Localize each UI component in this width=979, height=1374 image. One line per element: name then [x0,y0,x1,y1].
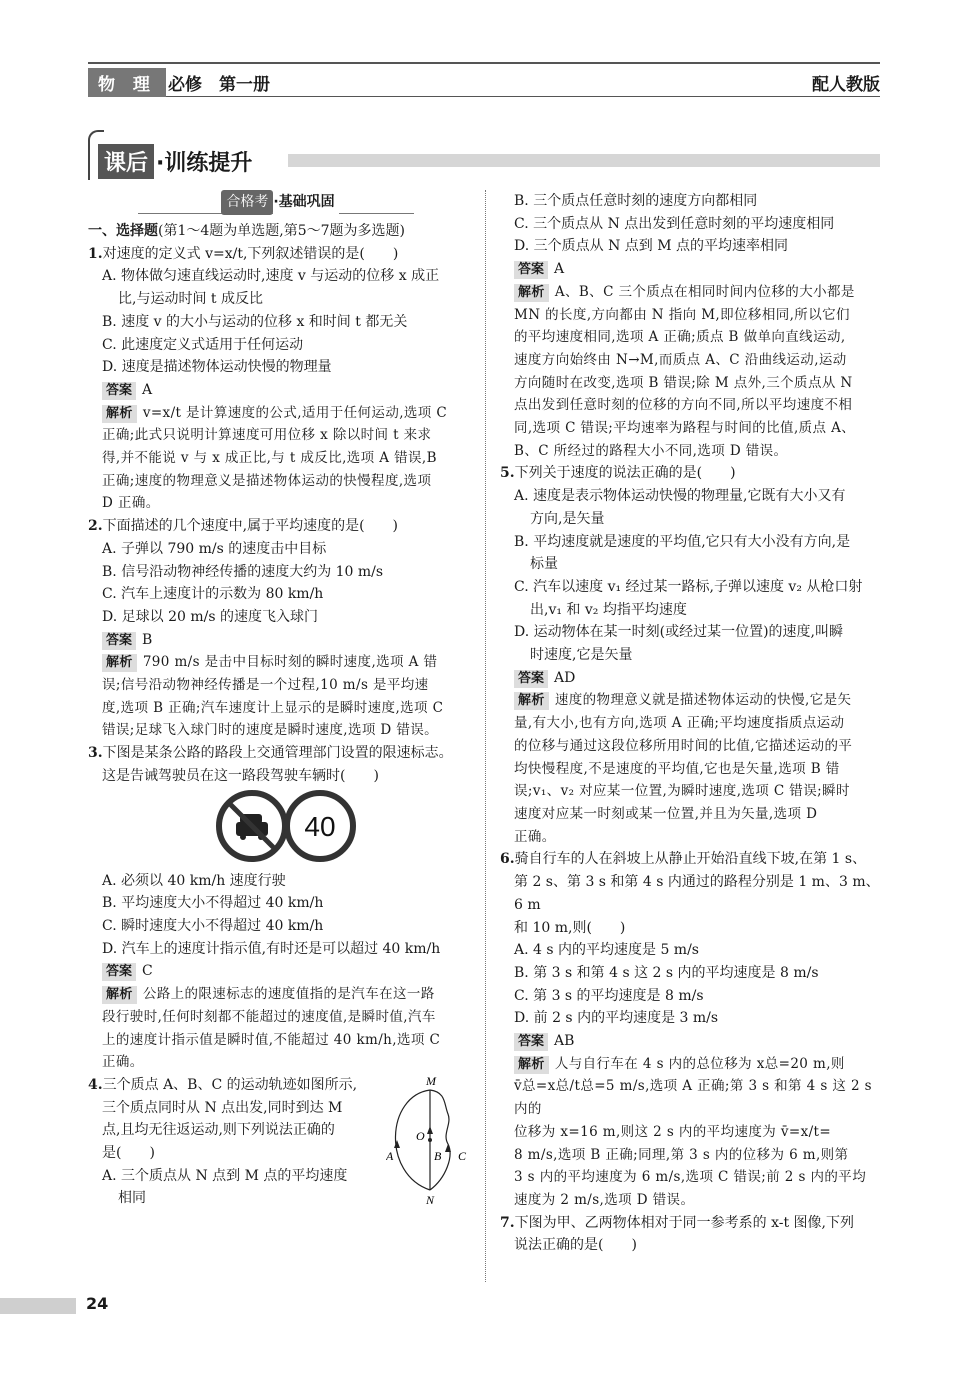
q5-explain-2: 量,有大小,也有方向,选项 A 正确;平均速度指质点运动 [514,715,845,732]
q3-option-c: C. 瞬时速度大小不得超过 40 km/h [102,917,324,934]
q5-explain-1 [500,689,884,712]
q6-answer [500,1030,884,1053]
q6-number: 6. [500,851,515,868]
edition-label: 配人教版 [812,75,880,95]
q3-answer-value: C [142,963,153,980]
q4-stem-text-1: 三个质点 A、B、C 的运动轨迹如图所示, [102,1076,358,1093]
q5-option-b: B. 平均速度就是速度的平均值,它只有大小没有方向,是 [514,533,851,550]
speed-limit-sign [287,793,353,859]
q6-stem-2: 第 2 s、第 3 s 和第 4 s 内通过的路程分别是 1 m、3 m、6 m [514,874,880,913]
q5-answer-value: AD [554,669,576,686]
section-banner [88,130,880,182]
q6-answer-value: AB [554,1033,575,1050]
q4-explain-text-1: A、B、C 三个质点在相同时间内位移的大小都是 [554,283,855,300]
path-b-label: B [434,1148,442,1163]
q2-answer-value: B [142,631,153,648]
q3-number: 3. [88,745,103,762]
explain-tag: 解析 [102,405,137,423]
q4-explain-2: MN 的长度,方向都由 N 指向 M,即位移相同,所以它们 [514,306,850,323]
level-title: ·基础巩固 [273,191,338,214]
trajectory-figure [386,1074,472,1206]
q1-explain-5: D 正确。 [102,495,160,512]
q3-option-a: A. 必须以 40 km/h 速度行驶 [102,872,286,889]
q4-number: 4. [88,1076,103,1093]
q6-explain-3: 位移为 x=16 m,则这 2 s 内的平均速度为 v̄=x/t= [514,1123,832,1140]
q5-number: 5. [500,465,515,482]
q6-stem-text-1: 骑自行车的人在斜坡上从静止开始沿直线下坡,在第 1 s、 [514,851,867,868]
q4-answer [500,258,884,281]
q1-explain-1 [88,402,472,425]
q5-option-b-cont: 标量 [530,556,558,573]
path-a-curve [395,1090,430,1190]
speed-sign-figure [88,788,472,870]
q3-answer [88,960,472,983]
path-c-curve [430,1090,450,1190]
answer-tag: 答案 [102,382,136,400]
q6-explain-2: v̄总=x总/t总=5 m/s,选项 A 正确;第 3 s 和第 4 s 这 2 s 内的 [514,1078,872,1118]
q5-explain-7: 正确。 [514,828,556,845]
path-a-label: A [386,1148,394,1163]
level-heading [88,190,472,216]
q6-explain-5: 3 s 内的平均速度为 6 m/s,选项 C 错误;前 2 s 内的平均 [514,1169,867,1186]
right-column [500,190,884,1257]
q5-option-d: D. 运动物体在某一时刻(或经过某一位置)的速度,叫瞬 [514,624,843,641]
q1-stem [88,243,472,266]
q3-explain-1 [88,983,472,1006]
footer-bar [0,1298,76,1314]
q7-stem-text-1: 下图为甲、乙两物体相对于同一参考系的 x-t 图像,下列 [514,1214,854,1231]
q7-stem [500,1212,884,1235]
q4-explain-7: 同,选项 C 错误;平均速率为路程与时间的比值,质点 A、 [514,420,856,437]
q1-option-c: C. 此速度定义式适用于任何运动 [102,336,304,353]
q5-option-c: C. 汽车以速度 v₁ 经过某一路标,子弹以速度 v₂ 从枪口射 [514,578,863,595]
arrow-c [445,1144,451,1152]
q7-stem-2: 说法正确的是( ) [514,1237,637,1254]
column-divider [485,190,486,1282]
q3-explain-text-1: 公路上的限速标志的速度值指的是汽车在这一路 [142,986,435,1003]
q4-option-a-cont: 相同 [118,1190,146,1207]
q1-option-a-cont: 比,与运动时间 t 成反比 [118,291,263,308]
q4-stem-3: 点,且均无往返运动,则下列说法正确的 [102,1122,335,1139]
q4-stem-2: 三个质点同时从 N 点出发,同时到达 M [102,1099,343,1116]
explain-tag: 解析 [514,692,549,710]
q4-explain-3: 的平均速度相同,选项 A 正确;质点 B 做单向直线运动, [514,329,846,346]
q4-explain-1 [500,281,884,304]
point-o [428,1138,432,1142]
q1-answer [88,379,472,402]
q3-stem-text-1: 下图是某条公路的路段上交通管理部门设置的限速标志。 [102,745,453,762]
q1-explain-4: 正确;速度的物理意义是描述物体运动的快慢程度,选项 [102,472,432,489]
q6-explain-text-1: 人与自行车在 4 s 内的总位移为 x总=20 m,则 [554,1055,845,1072]
q6-stem [500,848,884,871]
q5-option-c-cont: 出,v₁ 和 v₂ 均指平均速度 [530,601,687,618]
q3-explain-3: 上的速度计指示值是瞬时值,不能超过 40 km/h,选项 C [102,1031,441,1048]
point-m-label: M [426,1073,436,1088]
answer-tag: 答案 [514,1033,548,1051]
explain-tag: 解析 [514,1056,549,1074]
q6-option-c: C. 第 3 s 的平均速度是 8 m/s [514,987,704,1004]
q6-option-a: A. 4 s 内的平均速度是 5 m/s [514,942,699,959]
q4-explain-5: 方向随时在改变,选项 B 错误;除 M 点外,三个质点从 N [514,374,853,391]
q2-answer [88,629,472,652]
q4-option-b: B. 三个质点任意时刻的速度方向都相同 [514,193,758,209]
q4-answer-value: A [554,261,565,278]
q6-option-b: B. 第 3 s 和第 4 s 这 2 s 内的平均速度是 8 m/s [514,964,819,981]
subject-label: 物 理 [88,68,166,97]
answer-tag: 答案 [514,670,548,688]
q5-answer [500,667,884,690]
q6-option-d: D. 前 2 s 内的平均速度是 3 m/s [514,1010,719,1027]
banner-bar [288,154,880,167]
q5-option-a: A. 速度是表示物体运动快慢的物理量,它既有大小又有 [514,488,846,505]
point-n-label: N [426,1192,435,1206]
q7-number: 7. [500,1214,515,1231]
q2-explain-2: 误;信号沿动物神经传播是一个过程,10 m/s 是平均速 [102,677,429,694]
q4-explain-6: 点出发到任意时刻的位移的方向不同,所以平均速度不相 [514,397,853,414]
q3-stem-2: 这是告诫驾驶员在这一路段驾驶车辆时( ) [102,767,379,784]
q5-explain-5: 误;v₁、v₂ 对应某一位置,为瞬时速度,选项 C 错误;瞬时 [514,783,850,800]
part-heading [88,220,472,243]
q6-explain-1 [500,1053,884,1076]
page-number: 24 [86,1294,109,1313]
q1-option-a: A. 物体做匀速直线运动时,速度 v 与运动的位移 x 成正 [102,268,440,285]
q4-explain-4: 速度方向始终由 N→M,而质点 A、C 沿曲线运动,运动 [514,351,847,368]
q4-stem-4: 是( ) [102,1145,155,1162]
explain-tag: 解析 [102,654,137,672]
answer-tag: 答案 [102,632,136,650]
q1-option-d: D. 速度是描述物体运动快慢的物理量 [102,359,332,376]
q1-explain-text-1: v=x/t 是计算速度的公式,适用于任何运动,选项 C [142,404,448,421]
q5-stem [500,462,884,485]
q2-explain-3: 度,选项 B 正确;汽车速度计上显示的是瞬时速度,选项 C [102,699,444,716]
q5-explain-text-1: 速度的物理意义就是描述物体运动的快慢,它是矢 [554,692,852,709]
q6-explain-4: 8 m/s,选项 B 正确;同理,第 3 s 内的位移为 6 m,则第 [514,1146,849,1163]
q4-explain-8: B、C 所经过的路程大小不同,选项 D 错误。 [514,442,788,459]
section-tag: 课后 [98,144,154,179]
q6-explain-6: 速度为 2 m/s,选项 D 错误。 [514,1191,695,1208]
arrow-b [427,1126,433,1134]
q2-option-c: C. 汽车上速度计的示数为 80 km/h [102,586,324,603]
q2-option-d: D. 足球以 20 m/s 的速度飞入球门 [102,608,318,625]
q5-explain-4: 均快慢程度,不是速度的平均值,它也是矢量,选项 B 错 [514,760,840,777]
q2-option-a: A. 子弹以 790 m/s 的速度击中目标 [102,540,327,557]
q2-explain-text-1: 790 m/s 是击中目标时刻的瞬时速度,选项 A 错 [142,654,438,671]
page-header [88,62,880,97]
left-column [88,190,472,1210]
path-c-label: C [458,1148,467,1163]
no-overtaking-sign [219,793,285,859]
q5-option-a-cont: 方向,是矢量 [530,510,605,527]
q2-option-b: B. 信号沿动物神经传播的速度大约为 10 m/s [102,563,384,580]
explain-tag: 解析 [514,284,549,302]
q5-explain-6: 速度对应某一时刻或某一位置,并且为矢量,选项 D [514,805,818,822]
q4-option-c: C. 三个质点从 N 点出发到任意时刻的平均速度相同 [514,215,835,232]
q5-explain-3: 的位移与通过这段位移所用时间的比值,它描述运动的平 [514,737,853,754]
q2-explain-4: 错误;足球飞入球门时的速度是瞬时速度,选项 D 错误。 [102,722,439,739]
q4-stem [88,1074,374,1097]
speed-limit-value: 40 [304,810,336,842]
q2-explain-1 [88,651,472,674]
q3-explain-2: 段行驶时,任何时刻都不能超过的速度值,是瞬时值,汽车 [102,1008,436,1025]
speed-sign-svg [216,788,356,866]
q4-option-a: A. 三个质点从 N 点到 M 点的平均速度 [102,1167,348,1184]
answer-tag: 答案 [514,261,548,279]
q1-explain-2: 正确;此式只说明计算速度可用位移 x 除以时间 t 来求 [102,427,432,444]
q4-block [88,1074,472,1210]
q1-stem-text: 对速度的定义式 v=x/t,下列叙述错误的是( ) [102,245,399,262]
q1-explain-3: 得,并不能说 v 与 x 成正比,与 t 成反比,选项 A 错误,B [102,450,437,467]
q2-stem-text: 下面描述的几个速度中,属于平均速度的是( ) [102,518,398,535]
q1-option-b: B. 速度 v 的大小与运动的位移 x 和时间 t 都无关 [102,313,408,330]
q2-stem [88,515,472,538]
part-title: 一、选择题 [88,223,158,239]
answer-tag: 答案 [102,963,136,981]
q5-option-d-cont: 时速度,它是矢量 [530,647,633,664]
point-o-label: O [416,1128,425,1143]
q3-explain-4: 正确。 [102,1054,144,1071]
explain-tag: 解析 [102,986,137,1004]
q4-option-d: D. 三个质点从 N 点到 M 点的平均速率相同 [514,238,789,255]
book-title: 必修 第一册 [168,75,270,95]
level-tag: 合格考 [221,190,273,215]
q5-stem-text: 下列关于速度的说法正确的是( ) [514,465,736,482]
q2-number: 2. [88,518,103,535]
q3-option-b: B. 平均速度大小不得超过 40 km/h [102,895,324,912]
arrow-a [394,1140,400,1148]
section-title: ·训练提升 [156,151,253,176]
q1-answer-value: A [142,381,153,398]
q3-option-d: D. 汽车上的速度计指示值,有时还是可以超过 40 km/h [102,940,441,957]
q3-stem [88,742,472,765]
q4-text [88,1074,374,1210]
part-note: (第1～4题为单选题,第5～7题为多选题) [158,223,406,239]
q6-stem-3: 和 10 m,则( ) [514,919,626,936]
q1-number: 1. [88,245,103,262]
